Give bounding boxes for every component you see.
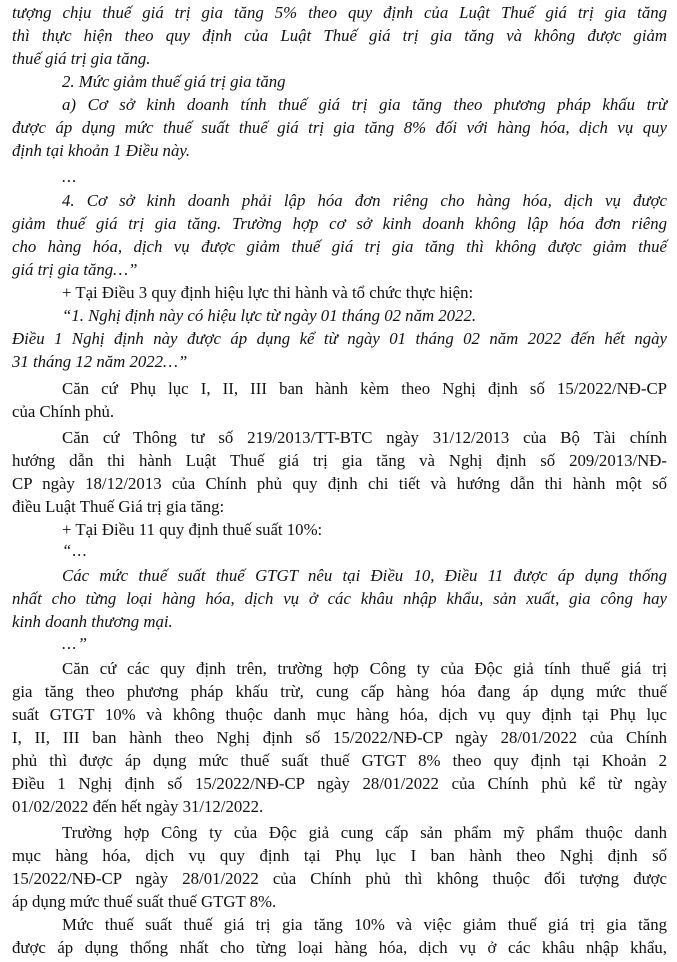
text-line: của Chính phủ. bbox=[12, 402, 115, 421]
section-heading: 2. Mức giảm thuế giá trị gia tăng bbox=[62, 72, 286, 91]
text-line: thì thực hiện theo quy định của Luật Thuế giá trị gia tăng và không được giảm bbox=[12, 26, 667, 45]
text-line: Trường hợp Công ty của Độc giả cung cấp sản phẩm mỹ phẩm thuộc danh bbox=[62, 823, 667, 842]
text-line: được áp dụng thống nhất cho từng loại hàng hóa, dịch vụ ở các khâu nhập khẩu, bbox=[12, 938, 667, 957]
text-line: nhất cho từng loại hàng hóa, dịch vụ ở các khâu nhập khẩu, sản xuất, gia công hay bbox=[12, 589, 667, 608]
text-line: áp dụng mức thuế suất thuế GTGT 8%. bbox=[12, 892, 277, 911]
text-line: Căn cứ các quy định trên, trường hợp Công ty của Độc giả tính thuế giá trị bbox=[62, 659, 667, 678]
text-line: Căn cứ Thông tư số 219/2013/TT-BTC ngày 31/12/2013 của Bộ Tài chính bbox=[62, 428, 667, 447]
text-line: được áp dụng mức thuế suất thuế giá trị gia tăng 8% đối với hàng hóa, dịch vụ quy bbox=[12, 118, 667, 137]
text-line: CP ngày 18/12/2013 của Chính phủ quy định chi tiết và hướng dẫn thi hành một số bbox=[12, 474, 667, 493]
text-line: giảm thuế giá trị gia tăng. Trường hợp cơ sở kinh doanh không lập hóa đơn riêng bbox=[12, 214, 667, 233]
text-line: Điều 1 Nghị định số 15/2022/NĐ-CP ngày 28/01/2022 của Chính phủ kể từ ngày bbox=[12, 774, 667, 793]
text-line: I, II, III ban hành theo Nghị định số 15/2022/NĐ-CP ngày 28/01/2022 của Chính bbox=[12, 728, 667, 747]
ellipsis-line: “... bbox=[62, 541, 88, 560]
text-line: kinh doanh thương mại. bbox=[12, 612, 173, 631]
text-line: cho hàng hóa, dịch vụ được giảm thuế giá trị gia tăng thì không được giảm thuế bbox=[12, 237, 667, 256]
text-line: “1. Nghị định này có hiệu lực từ ngày 01 tháng 02 năm 2022. bbox=[62, 306, 477, 325]
text-line: định tại khoản 1 Điều này. bbox=[12, 141, 191, 160]
text-line: 31 tháng 12 năm 2022…” bbox=[12, 352, 188, 371]
ellipsis-line: ...” bbox=[62, 634, 88, 653]
text-line: a) Cơ sở kinh doanh tính thuế giá trị gia tăng theo phương pháp khấu trừ bbox=[62, 95, 667, 114]
text-line: giá trị gia tăng…” bbox=[12, 260, 138, 279]
text-line: suất GTGT 10% và không thuộc danh mục hàng hóa, dịch vụ quy định tại Phụ lục bbox=[12, 705, 667, 724]
text-line: 15/2022/NĐ-CP ngày 28/01/2022 của Chính phủ thì không thuộc đối tượng được bbox=[12, 869, 667, 888]
text-line: Các mức thuế suất thuế GTGT nêu tại Điều 10, Điều 11 được áp dụng thống bbox=[62, 566, 667, 585]
text-line: tượng chịu thuế giá trị gia tăng 5% theo quy định của Luật Thuế giá trị gia tăng bbox=[12, 3, 667, 22]
text-line: 4. Cơ sở kinh doanh phải lập hóa đơn riêng cho hàng hóa, dịch vụ được bbox=[62, 191, 667, 210]
text-line: Điều 1 Nghị định này được áp dụng kể từ ngày 01 tháng 02 năm 2022 đến hết ngày bbox=[12, 329, 667, 348]
text-line: mục hàng hóa, dịch vụ quy định tại Phụ lục I ban hành theo Nghị định số bbox=[12, 846, 667, 865]
text-line: Mức thuế suất thuế giá trị gia tăng 10% và việc giảm thuế giá trị gia tăng bbox=[62, 915, 667, 934]
text-line: + Tại Điều 3 quy định hiệu lực thi hành và tổ chức thực hiện: bbox=[62, 283, 474, 302]
text-line: phủ thì được áp dụng mức thuế suất thuế GTGT 8% theo quy định tại Khoản 2 bbox=[12, 751, 667, 770]
text-line: + Tại Điều 11 quy định thuế suất 10%: bbox=[62, 520, 323, 539]
text-line: gia tăng theo phương pháp khấu trừ, cung cấp hàng hóa đang áp dụng mức thuế bbox=[12, 682, 667, 701]
ellipsis-line: ... bbox=[62, 167, 78, 186]
text-line: điều Luật Thuế Giá trị gia tăng: bbox=[12, 497, 225, 516]
text-line: thuế giá trị gia tăng. bbox=[12, 49, 151, 68]
text-line: Căn cứ Phụ lục I, II, III ban hành kèm theo Nghị định số 15/2022/NĐ-CP bbox=[62, 379, 667, 398]
text-line: hướng dẫn thi hành Luật Thuế giá trị gia tăng và Nghị định số 209/2013/NĐ- bbox=[12, 451, 667, 470]
text-line: 01/02/2022 đến hết ngày 31/12/2022. bbox=[12, 797, 264, 816]
